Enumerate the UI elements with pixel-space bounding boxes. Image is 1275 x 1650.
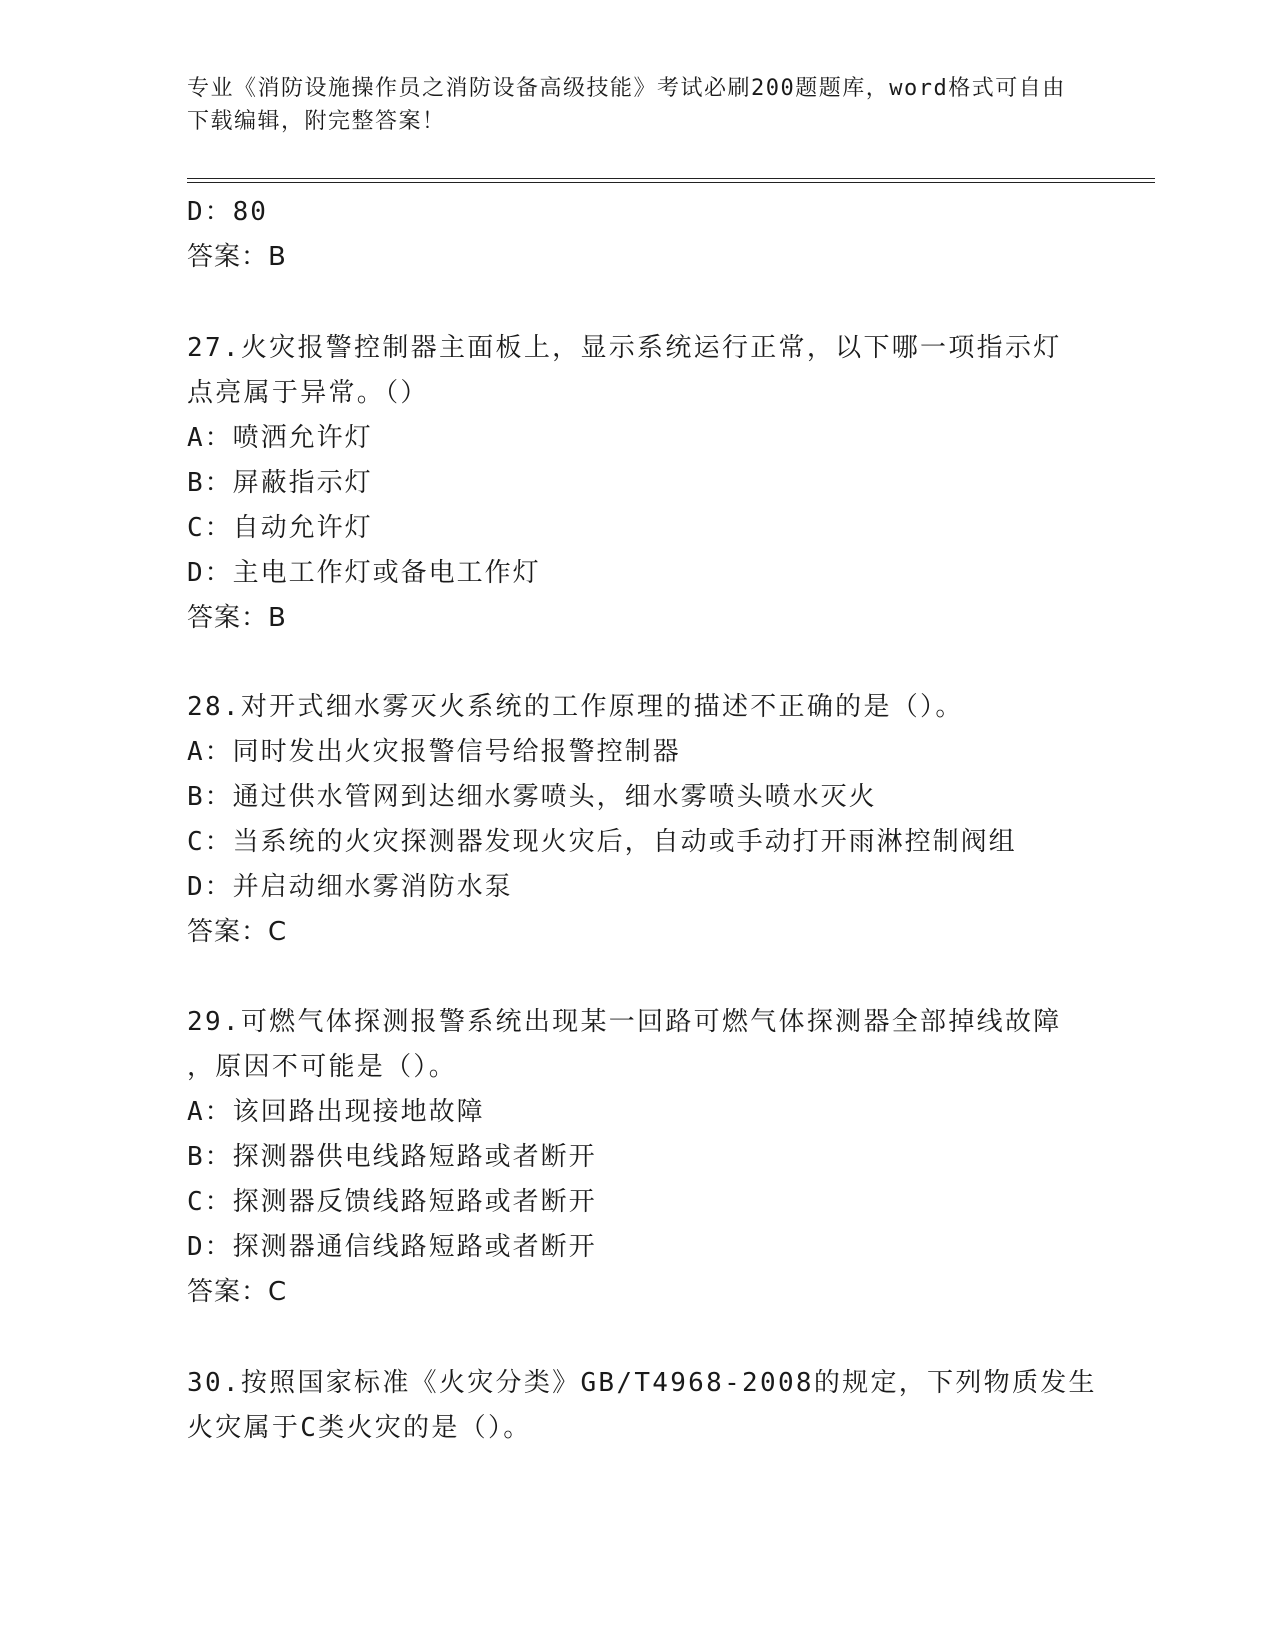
option-line: C：探测器反馈线路短路或者断开: [187, 1187, 597, 1217]
answer-line: 答案：B: [187, 603, 287, 633]
option-line: C：当系统的火灾探测器发现火灾后，自动或手动打开雨淋控制阀组: [187, 827, 1017, 857]
question-text: 29.可燃气体探测报警系统出现某一回路可燃气体探测器全部掉线故障: [187, 1007, 1062, 1037]
answer-line: 答案：C: [187, 917, 288, 947]
question-text: ，原因不可能是（）。: [187, 1052, 458, 1082]
option-line: D：并启动细水雾消防水泵: [187, 872, 513, 902]
option-line: D：主电工作灯或备电工作灯: [187, 558, 541, 588]
option-line: B：屏蔽指示灯: [187, 468, 373, 498]
question-text: 28.对开式细水雾灭火系统的工作原理的描述不正确的是（）。: [187, 692, 964, 722]
answer-line: 答案：C: [187, 1277, 288, 1307]
option-line: B：通过供水管网到达细水雾喷头，细水雾喷头喷水灭火: [187, 782, 877, 812]
option-line: C：自动允许灯: [187, 513, 373, 543]
header-rule-bottom: [187, 182, 1155, 183]
answer-line: 答案：B: [187, 242, 287, 272]
page-header: 专业《消防设施操作员之消防设备高级技能》考试必刷200题题库，word格式可自由下载编辑，附完整答案！: [187, 76, 1066, 134]
option-line: A：同时发出火灾报警信号给报警控制器: [187, 737, 681, 767]
option-line: B：探测器供电线路短路或者断开: [187, 1142, 597, 1172]
question-text: 火灾属于C类火灾的是（）。: [187, 1413, 532, 1443]
option-line: A：该回路出现接地故障: [187, 1097, 485, 1127]
option-line: D：探测器通信线路短路或者断开: [187, 1232, 597, 1262]
question-text: 点亮属于异常。（）: [187, 378, 429, 408]
option-line: A：喷洒允许灯: [187, 423, 373, 453]
question-text: 30.按照国家标准《火灾分类》GB/T4968-2008的规定，下列物质发生: [187, 1368, 1097, 1398]
question-text: 27.火灾报警控制器主面板上，显示系统运行正常，以下哪一项指示灯: [187, 333, 1062, 363]
header-rule-top: [187, 178, 1155, 179]
option-line: D：80: [187, 197, 268, 227]
